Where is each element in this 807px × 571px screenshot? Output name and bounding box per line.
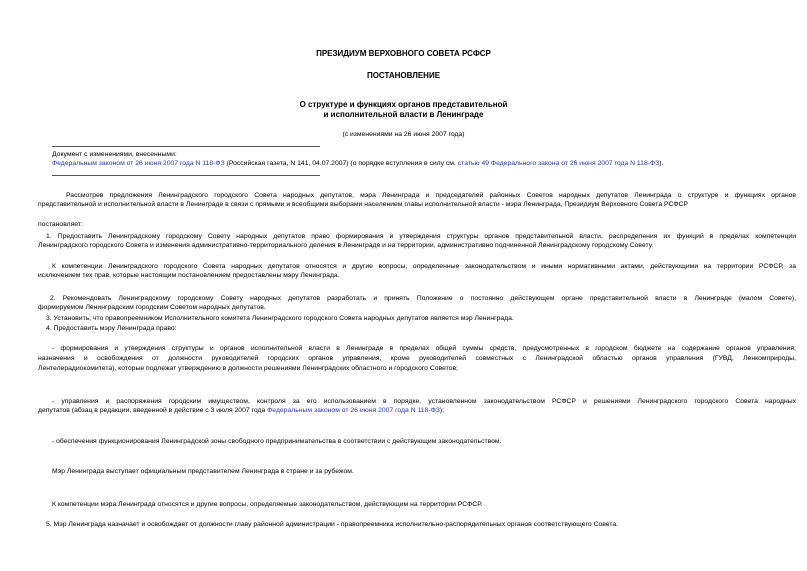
- para-4a-line-2: назначения и освобождения от должности руководителей городских органов управления, кроме руководителей совместных с Ленинградской областью органов управления (ГУВД, Ленкомприроды,: [38, 355, 796, 362]
- doc-type-heading: ПОСТАНОВЛЕНИЕ: [366, 71, 441, 80]
- federal-law-link[interactable]: Федеральным законом от 26 июня 2007 года N 118-ФЗ: [52, 160, 225, 167]
- article-49-link[interactable]: статью 49 Федерального закона от 26 июня 2007 года N 118-ФЗ: [457, 160, 660, 167]
- para-5: 5. Мэр Ленинграда назначает и освобождает от должности главу районной администрации - правопреемника исполнительно-распорядительных органов соответствующего Совета.: [46, 521, 619, 528]
- para-1b-line-1: К компетенции Ленинградского городского Совета народных депутатов относятся и другие вопросы, определенные законодательством и иными нормативными актами, действующими на территории РСФСР, за: [52, 263, 796, 270]
- changes-line: [52, 159, 663, 168]
- para-2-line-2: формируемом Ленинградским городским Советом народных депутатов.: [38, 304, 266, 311]
- para-3: 3. Установить, что правопреемником Исполнительного комитета Ленинградского городского Совета народных депутатов является мэр Ленинграда.: [46, 315, 514, 322]
- para-4: 4. Предоставить мэру Ленинграда право:: [46, 325, 177, 332]
- federal-law-link-2[interactable]: Федеральным законом от 26 июня 2007 года N 118-ФЗ: [267, 407, 440, 414]
- title-line-1: О структуре и функциях органов представительной: [299, 100, 508, 109]
- para-4a-line-1: - формирования и утверждения структуры и органов исполнительной власти в Ленинграде в пределах общей суммы средств, предусмотренных в городском бюджете на содержание органов управления;: [52, 345, 796, 352]
- para-4b-line-1: - управления и распоряжения городским имуществом, контроля за его использованием в порядке, установленном законодательством РСФСР и решениями Ленинградского городского Совета народных: [52, 398, 796, 405]
- intro-paragraph-line-1: Рассмотрев предложения Ленинградского городского Совета народных депутатов, мэра Ленинграда и председателей районных Советов народных депутатов Ленинграда о структуре и функциях органов: [66, 192, 796, 199]
- changes-bottom-rule: [52, 175, 320, 176]
- presidium-heading: ПРЕЗИДИУМ ВЕРХОВНОГО СОВЕТА РСФСР: [316, 49, 491, 58]
- para-4b-line-2: [38, 406, 444, 415]
- para-4b-tail: );: [439, 407, 444, 414]
- para-4b-text: депутатов (абзац в редакции, введенной в действие с 3 июля 2007 года: [38, 407, 268, 414]
- changes-text-1: (Российская газета, N 141, 04.07.2007) (о порядке вступления в силу см.: [224, 160, 458, 167]
- resolves-text: постановляет:: [38, 221, 83, 228]
- changes-top-rule: [52, 146, 320, 147]
- para-2-line-1: 2. Рекомендовать Ленинградскому городскому Совету народных депутатов разработать и принять Положение о постоянно действующем органе представительной власти в Ленинграде (малом Совете),: [50, 295, 796, 302]
- para-4d: Мэр Ленинграда выступает официальным представителем Ленинграда в стране и за рубежом.: [52, 468, 354, 475]
- title-line-2: и исполнительной власти в Ленинграде: [323, 110, 484, 119]
- intro-paragraph-line-2: представительной и исполнительной власти в Ленинграде в связи с прямыми и всеобщими выборами населением главы исполнительной власти - мэра Ленинграда, Президиум Верховного Совета РСФСР: [38, 201, 688, 208]
- amended-note: (с изменениями на 26 июня 2007 года): [342, 131, 465, 138]
- para-1-line-1: 1. Предоставить Ленинградскому городскому Совету народных депутатов право формирования и утверждения структуры органов представительной власти, распределения их функций в пределах компетенции: [46, 233, 796, 240]
- para-4c: - обеспечения функционирования Ленинградской зоны свободного предпринимательства в соответствии с действующим законодательством.: [52, 438, 502, 445]
- para-1-line-2: Ленинградского городского Совета и изменения административно-территориального деления в Ленинграде и на территории, административно подчиненной Ленинградскому городскому Совету.: [38, 242, 654, 249]
- changes-label: Документ с изменениями, внесенными:: [52, 151, 177, 158]
- para-4a-line-3: Лентелерадиокомитета), которые подлежат утверждению в должности решениями Ленинградских областного и городского Советов;: [38, 365, 458, 372]
- para-1b-line-2: исключением тех прав, которые настоящим постановлением предоставлены мэру Ленинграда.: [38, 272, 340, 279]
- para-4e: К компетенции мэра Ленинграда относятся и другие вопросы, определяемые законодательством, действующим на территории РСФСР.: [52, 501, 483, 508]
- changes-text-2: ).: [659, 160, 664, 167]
